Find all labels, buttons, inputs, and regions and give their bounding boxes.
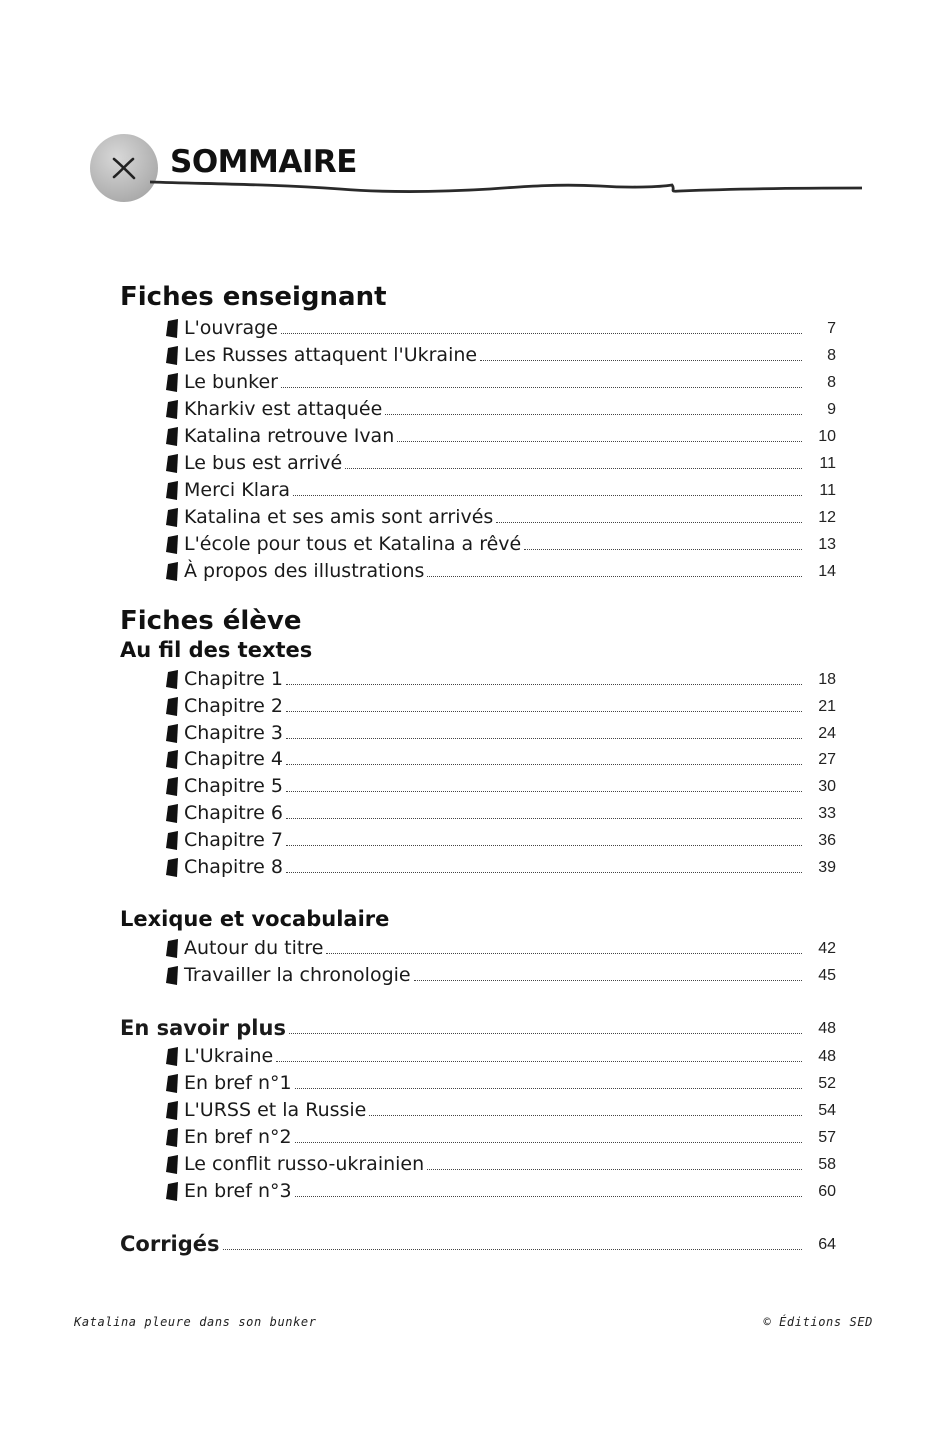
dot-leader xyxy=(223,1248,802,1250)
bullet-icon xyxy=(166,346,179,365)
dot-leader xyxy=(286,710,802,712)
dot-leader xyxy=(496,521,802,523)
page-number: 11 xyxy=(819,482,836,499)
dot-leader xyxy=(286,763,802,765)
bullet-icon xyxy=(166,454,179,473)
page-number: 8 xyxy=(827,374,836,391)
toc-label: Merci Klara xyxy=(184,479,291,501)
bullet-icon xyxy=(166,1074,179,1093)
bullet-icon xyxy=(166,535,179,554)
toc-row[interactable] xyxy=(166,855,836,879)
bullet-icon xyxy=(166,831,179,850)
page-number: 21 xyxy=(818,698,836,715)
dot-leader xyxy=(480,359,802,361)
toc-label: Katalina et ses amis sont arrivés xyxy=(184,506,494,528)
toc-row[interactable] xyxy=(166,694,836,718)
dot-leader xyxy=(281,386,802,388)
bullet-icon xyxy=(166,562,179,581)
toc-label: Autour du titre xyxy=(184,937,324,959)
page-number: 60 xyxy=(818,1183,836,1200)
toc-label: Chapitre 1 xyxy=(184,668,283,690)
bullet-icon xyxy=(166,750,179,769)
toc-row[interactable] xyxy=(166,828,836,852)
toc-label: Chapitre 6 xyxy=(184,802,283,824)
toc-label: En bref n°3 xyxy=(184,1180,292,1202)
bullet-icon xyxy=(166,777,179,796)
toc-row[interactable] xyxy=(166,963,836,987)
page-number: 45 xyxy=(818,967,836,984)
page-number: 8 xyxy=(827,347,836,364)
toc-row[interactable] xyxy=(166,1071,836,1095)
bullet-icon xyxy=(166,1101,179,1120)
toc-row[interactable] xyxy=(166,532,836,556)
dot-leader xyxy=(326,952,802,954)
toc-row[interactable] xyxy=(166,316,836,340)
toc-row[interactable] xyxy=(166,801,836,825)
toc-row[interactable] xyxy=(166,721,836,745)
subsection-title-savoir: En savoir plus xyxy=(120,1016,286,1040)
page-number: 58 xyxy=(818,1156,836,1173)
section-title-eleve: Fiches élève xyxy=(120,606,302,636)
toc-label: Chapitre 8 xyxy=(184,856,283,878)
subsection-title-corriges: Corrigés xyxy=(120,1232,220,1256)
toc-row[interactable] xyxy=(166,478,836,502)
bullet-icon xyxy=(166,1128,179,1147)
bullet-icon xyxy=(166,481,179,500)
page-number: 18 xyxy=(818,671,836,688)
bullet-icon xyxy=(166,697,179,716)
footer-book-title: Katalina pleure dans son bunker xyxy=(74,1315,317,1329)
page-number: 7 xyxy=(827,320,836,337)
page-number: 11 xyxy=(819,455,836,472)
toc-label: Chapitre 7 xyxy=(184,829,283,851)
dot-leader xyxy=(289,1032,802,1034)
toc-label: Les Russes attaquent l'Ukraine xyxy=(184,344,478,366)
dot-leader xyxy=(286,737,802,739)
toc-label: L'URSS et la Russie xyxy=(184,1099,367,1121)
bullet-icon xyxy=(166,1155,179,1174)
toc-label: Chapitre 2 xyxy=(184,695,283,717)
toc-row[interactable] xyxy=(166,370,836,394)
page-number: 64 xyxy=(818,1236,836,1253)
dot-leader xyxy=(286,871,802,873)
page-number: 30 xyxy=(818,778,836,795)
dot-leader xyxy=(295,1087,802,1089)
bullet-icon xyxy=(166,939,179,958)
dot-leader xyxy=(293,494,802,496)
bullet-icon xyxy=(166,1047,179,1066)
dot-leader xyxy=(385,413,802,415)
dot-leader xyxy=(286,790,802,792)
page-number: 33 xyxy=(818,805,836,822)
toc-row[interactable] xyxy=(166,774,836,798)
section-title-enseignant: Fiches enseignant xyxy=(120,282,387,312)
bullet-icon xyxy=(166,724,179,743)
toc-row[interactable] xyxy=(166,1152,836,1176)
dot-leader xyxy=(414,979,802,981)
toc-row[interactable] xyxy=(166,451,836,475)
page-number: 48 xyxy=(818,1048,836,1065)
toc-label: À propos des illustrations xyxy=(184,560,425,582)
page-number: 27 xyxy=(818,751,836,768)
dot-leader xyxy=(345,467,802,469)
dot-leader xyxy=(295,1141,802,1143)
bullet-icon xyxy=(166,670,179,689)
dot-leader xyxy=(427,1168,802,1170)
toc-label: Katalina retrouve Ivan xyxy=(184,425,395,447)
toc-row[interactable] xyxy=(166,1125,836,1149)
page-number: 54 xyxy=(818,1102,836,1119)
page-number: 14 xyxy=(818,563,836,580)
page-number: 39 xyxy=(818,859,836,876)
page-number: 12 xyxy=(818,509,836,526)
toc-row[interactable] xyxy=(166,343,836,367)
bullet-icon xyxy=(166,427,179,446)
toc-row[interactable] xyxy=(166,1044,836,1068)
toc-label: Chapitre 5 xyxy=(184,775,283,797)
toc-label: Kharkiv est attaquée xyxy=(184,398,383,420)
dot-leader xyxy=(286,683,802,685)
bullet-icon xyxy=(166,804,179,823)
toc-row[interactable] xyxy=(166,424,836,448)
dot-leader xyxy=(397,440,802,442)
bullet-icon xyxy=(166,1182,179,1201)
page-number: 9 xyxy=(827,401,836,418)
page-number: 52 xyxy=(818,1075,836,1092)
page-number: 10 xyxy=(818,428,836,445)
dot-leader xyxy=(276,1060,802,1062)
bullet-icon xyxy=(166,400,179,419)
dot-leader xyxy=(369,1114,802,1116)
toc-row[interactable] xyxy=(166,667,836,691)
toc-row[interactable] xyxy=(166,559,836,583)
toc-label: Le bus est arrivé xyxy=(184,452,343,474)
toc-row[interactable] xyxy=(166,1098,836,1122)
page-number: 36 xyxy=(818,832,836,849)
page-number: 48 xyxy=(818,1020,836,1037)
dot-leader xyxy=(524,548,802,550)
toc-label: L'ouvrage xyxy=(184,317,278,339)
bullet-icon xyxy=(166,319,179,338)
dot-leader xyxy=(295,1195,802,1197)
toc-label: Le conflit russo-ukrainien xyxy=(184,1153,425,1175)
toc-label: En bref n°2 xyxy=(184,1126,292,1148)
toc-label: Chapitre 4 xyxy=(184,748,283,770)
toc-label: En bref n°1 xyxy=(184,1072,292,1094)
toc-label: L'Ukraine xyxy=(184,1045,274,1067)
subsection-title-lexique: Lexique et vocabulaire xyxy=(120,907,390,931)
bullet-icon xyxy=(166,373,179,392)
toc-row[interactable] xyxy=(166,397,836,421)
bullet-icon xyxy=(166,966,179,985)
toc-label: L'école pour tous et Katalina a rêvé xyxy=(184,533,522,555)
toc-label: Le bunker xyxy=(184,371,278,393)
page-number: 24 xyxy=(818,725,836,742)
dot-leader xyxy=(427,575,802,577)
dot-leader xyxy=(281,332,802,334)
dot-leader xyxy=(286,817,802,819)
toc-row[interactable] xyxy=(166,505,836,529)
toc-label: Travailler la chronologie xyxy=(184,964,411,986)
toc-row[interactable] xyxy=(166,1179,836,1203)
toc-row[interactable] xyxy=(166,936,836,960)
toc-row-savoir[interactable] xyxy=(120,1016,836,1040)
footer-publisher: © Éditions SED xyxy=(763,1315,873,1329)
page-number: 13 xyxy=(818,536,836,553)
bullet-icon xyxy=(166,858,179,877)
page-number: 57 xyxy=(818,1129,836,1146)
bullet-icon xyxy=(166,508,179,527)
toc-row[interactable] xyxy=(166,747,836,771)
page-title: SOMMAIRE xyxy=(170,144,357,180)
subsection-title-fil: Au fil des textes xyxy=(120,638,313,662)
toc-label: Chapitre 3 xyxy=(184,722,283,744)
dot-leader xyxy=(286,844,802,846)
toc-row-corriges[interactable] xyxy=(120,1232,836,1256)
page-number: 42 xyxy=(818,940,836,957)
